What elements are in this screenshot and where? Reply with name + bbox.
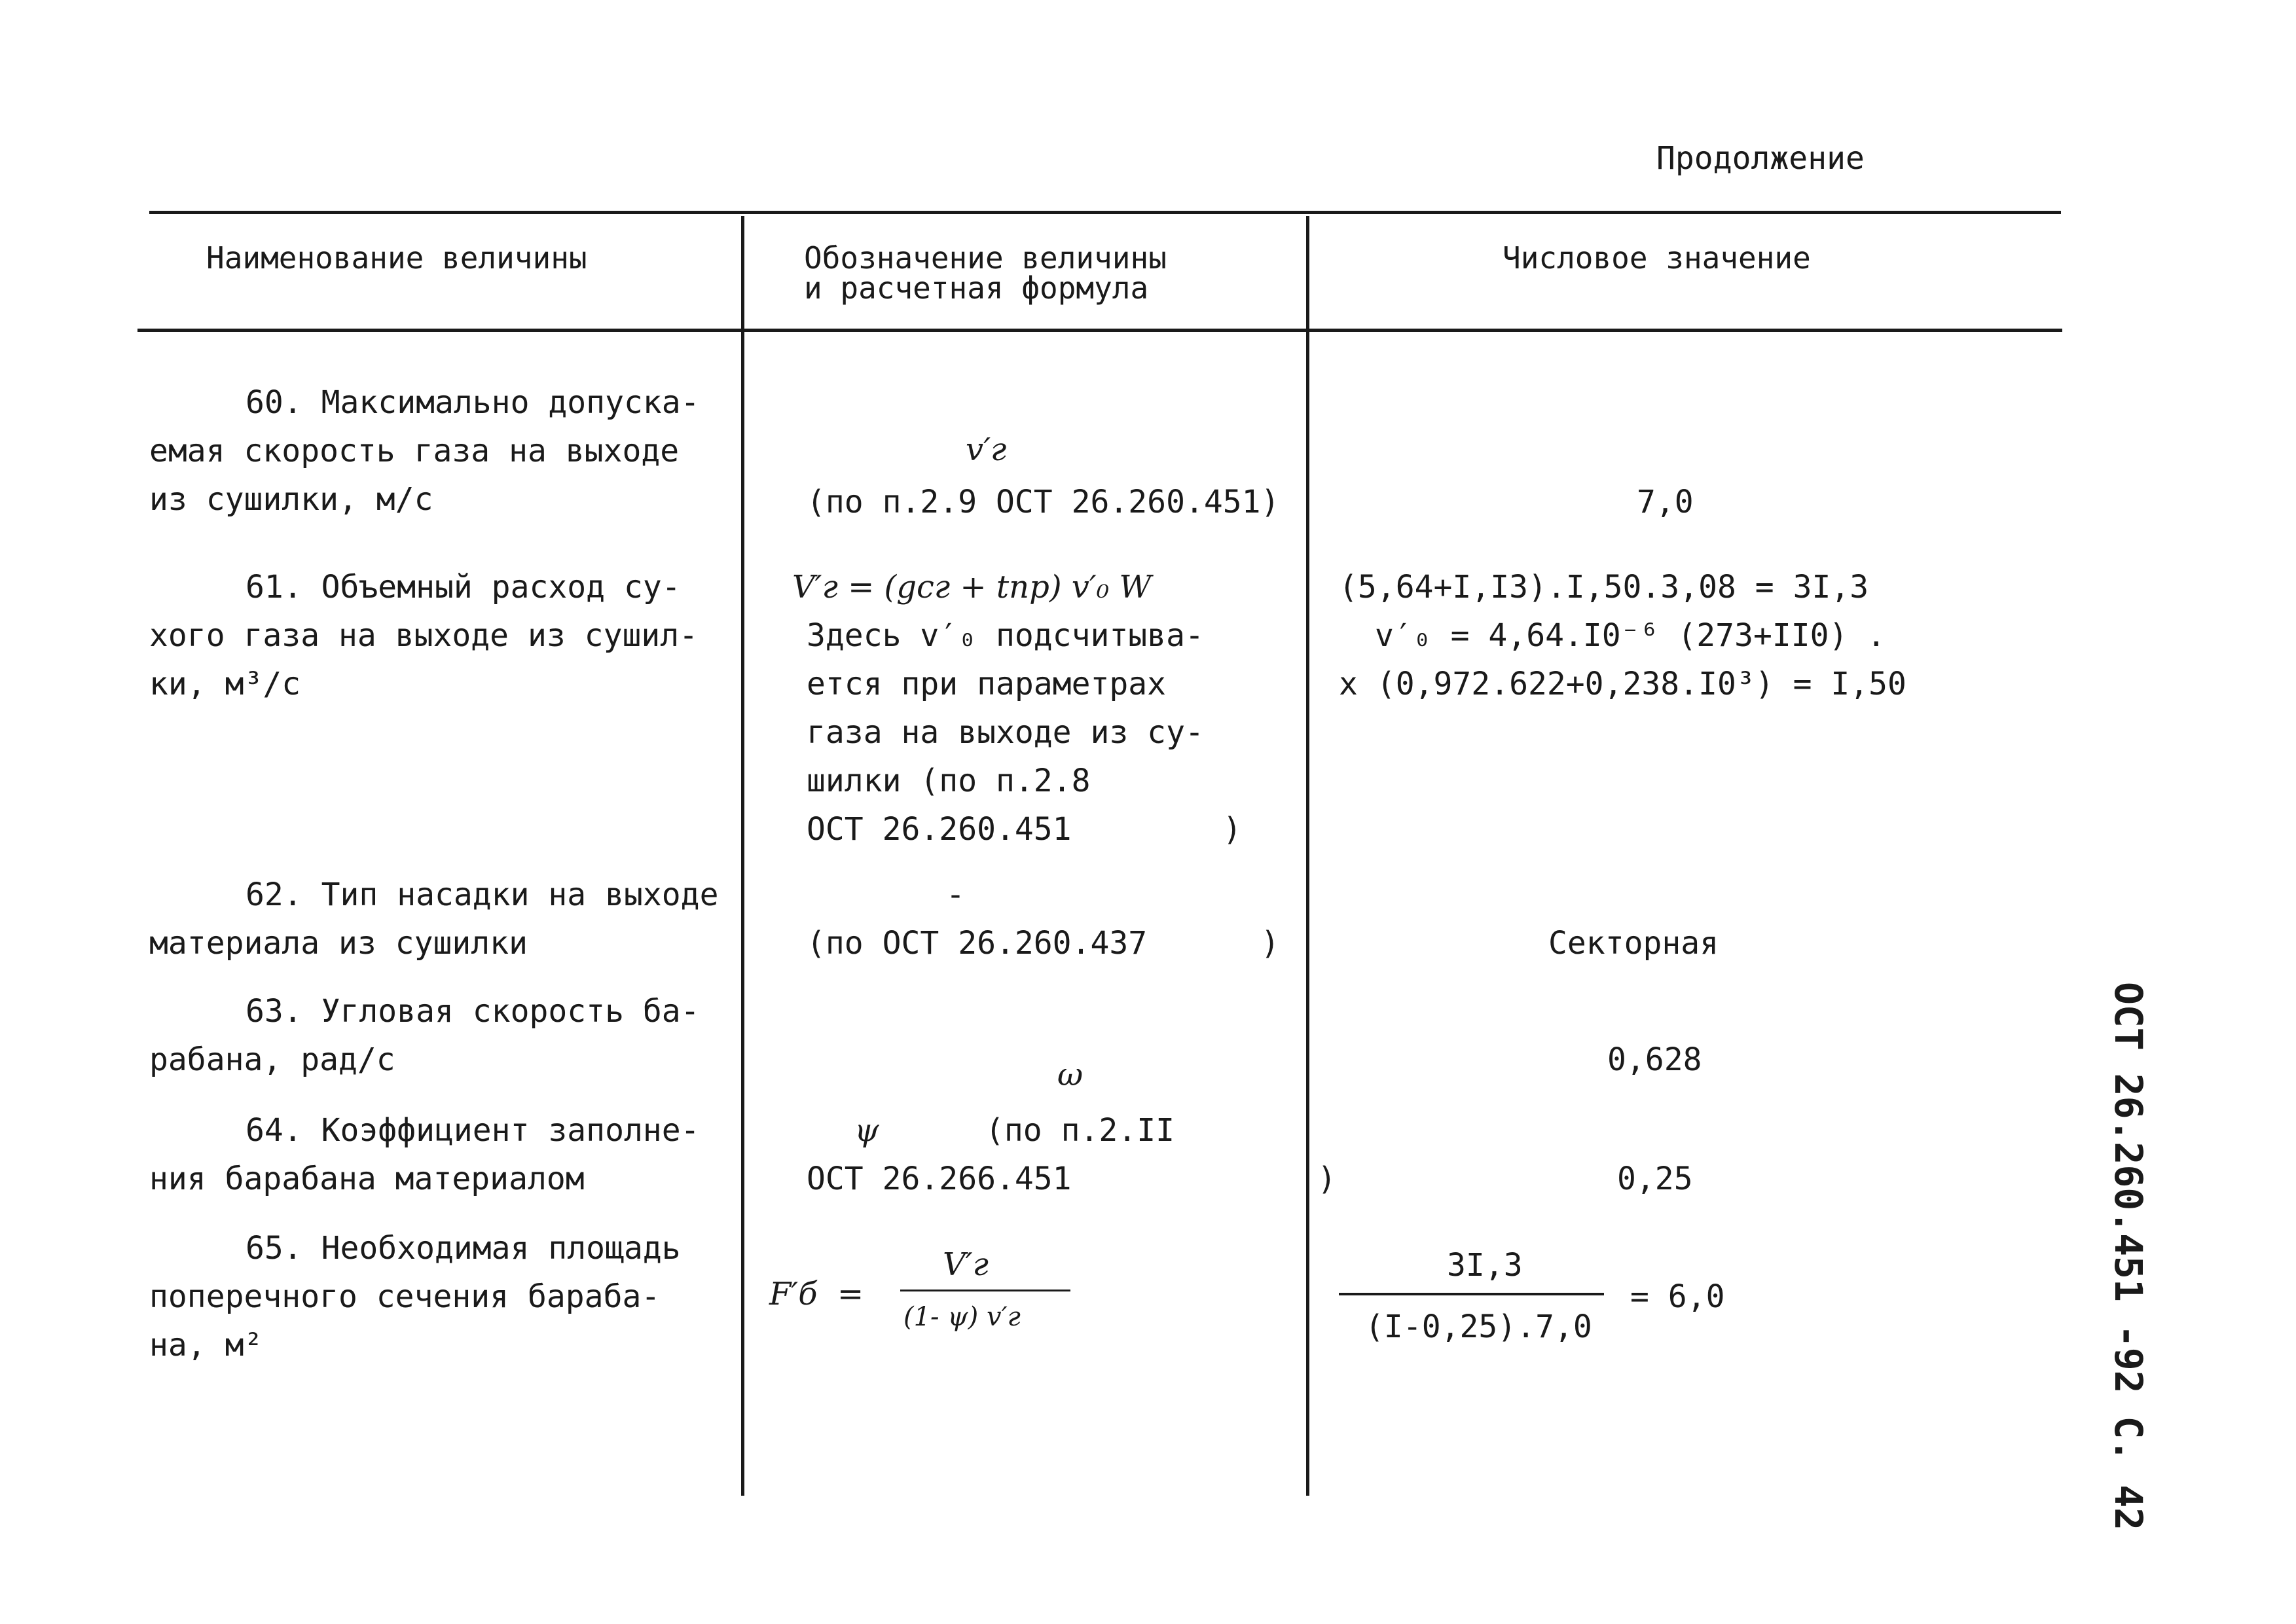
header-col3: Числовое значение [1503,240,1811,276]
row65-formula-lhs: F′б = [769,1276,864,1312]
row61-formula-note-4: шилки (по п.2.8 [807,763,1091,799]
row62-name-line1: 62. Тип насадки на выходе [246,876,719,913]
row63-name-line2: рабана, рад/с [149,1041,395,1078]
row61-name-line1: 61. Объемный расход су- [246,569,681,605]
row65-formula-numerator: V′г [943,1246,989,1283]
row65-name-line2: поперечного сечения бараба- [149,1278,661,1315]
row61-value-line1: (5,64+I,I3).I,50.3,08 = 3I,3 [1339,569,1869,605]
row61-value-line2: v′₀ = 4,64.I0⁻⁶ (273+II0) . [1375,617,1886,654]
row62-name-line2: материала из сушилки [149,925,528,962]
row61-formula: V′г = (gсг + tпр) v′₀ W [792,569,1152,605]
continuation-label: Продолжение [1656,140,1865,177]
row65-name-line1: 65. Необходимая площадь [246,1230,681,1267]
row64-name-line2: ния барабана материалом [149,1161,585,1197]
row63-value: 0,628 [1607,1041,1702,1078]
row62-symbol: - [946,876,965,913]
row65-value-numerator: 3I,3 [1447,1247,1523,1284]
row65-formula-fraction-bar [900,1290,1070,1291]
row64-reference-line1: (по п.2.II [985,1112,1175,1149]
row61-name-line2: хого газа на выходе из сушил- [149,617,699,654]
row62-value: Секторная [1548,925,1719,962]
header-col1: Наименование величины [206,240,587,276]
row61-formula-note-1: Здесь v′₀ подсчитыва- [807,617,1204,654]
row64-value: 0,25 [1617,1161,1693,1197]
column-divider-2 [1306,216,1309,1496]
row60-name-line2: емая скорость газа на выходе [149,433,680,469]
row63-name-line1: 63. Угловая скорость ба- [246,993,700,1030]
row64-reference-line2: ОСТ 26.266.451 ) [807,1161,1337,1197]
row65-value-result: = 6,0 [1630,1278,1725,1315]
row61-formula-note-5: ОСТ 26.260.451 ) [807,811,1242,848]
header-col2-line2: и расчетная формула [804,270,1149,306]
row64-symbol: ψ [854,1112,879,1149]
row61-formula-note-3: газа на выходе из су- [807,714,1204,751]
row61-formula-note-2: ется при параметрах [807,666,1167,702]
header-col2-line1: Обозначение величины [804,240,1167,276]
header-bottom-rule [137,329,2062,332]
table-top-rule [149,211,2061,214]
side-document-code: ОСТ 26.260.451 -92 С. 42 [2106,982,2151,1531]
row65-value-denominator: (I-0,25).7,0 [1365,1308,1592,1345]
row65-name-line3: на, м² [149,1327,263,1363]
row64-name-line1: 64. Коэффициент заполне- [246,1112,700,1149]
row60-symbol: v′г [966,431,1007,468]
row60-name-line1: 60. Максимально допуска- [246,384,700,421]
row63-symbol: ω [1057,1056,1084,1093]
row61-value-line3: x (0,972.622+0,238.I0³) = I,50 [1339,666,1906,702]
column-divider-1 [741,216,744,1496]
row60-value: 7,0 [1637,484,1694,520]
row61-name-line3: ки, м³/с [149,666,301,702]
row62-reference: (по ОСТ 26.260.437 ) [807,925,1280,962]
row65-value-fraction-bar [1339,1293,1604,1295]
row60-reference: (по п.2.9 ОСТ 26.260.451) [807,484,1280,520]
row60-name-line3: из сушилки, м/с [149,481,433,518]
row65-formula-denominator: (1- ψ) v′г [903,1302,1021,1332]
